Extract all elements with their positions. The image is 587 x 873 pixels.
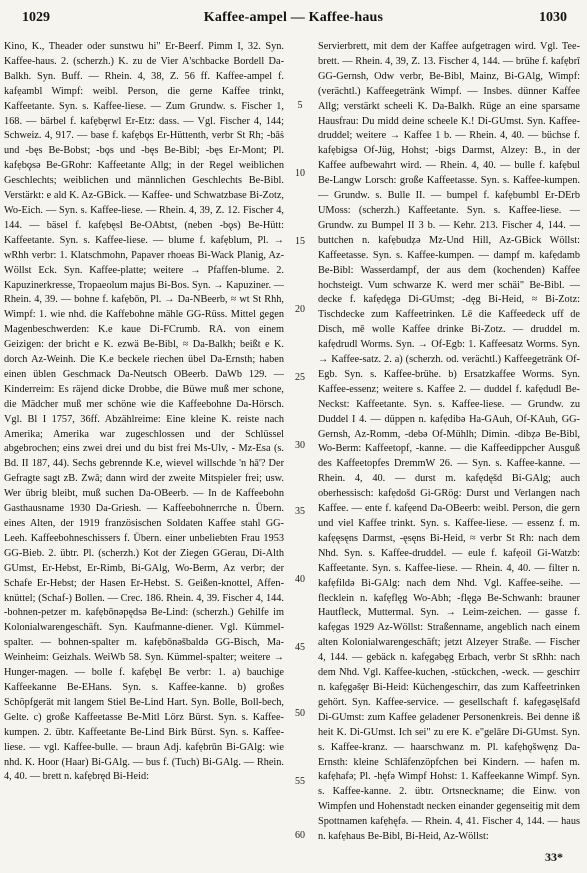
page-number-left: 1029 — [22, 10, 50, 25]
signature-mark: 33* — [545, 850, 563, 864]
line-number: 35 — [295, 506, 305, 517]
left-column-text: Kino, K., Theader oder sunstwu hi" Er-Beerf. Pimm I, 32. Syn. Kaffee-haus. 2. (scherzh.) K. zu de Vier A'schbacke Bordell Da-Balkh. Syn. Buff. — Rhein. 4, 38, Z. 56 ff. Kaffee-ampel f. kafẹambl Wimpf: weibl. Person, die gerne Kaffee trinkt, Kaffeetante. Syn. s. Kaffee-liese. — Zum Grundw. s. Fischer 1, 168. — bärbel f. kafẹbęrwl Er-Etz: dass. — Vgl. Fischer 4, 144; Schweiz. 4, 917. — base f. kafẹbǫs Er-Hüttenth, verbr St Rh; -bāṡ und -bęs Be-Bobst; -bǫs und -bęs Be-Bibl; -bęs Er-Mont; Pl. kafẹbǫsə Be-GRohr: Kaffeetante Allg; in der Regel weiblichen Geschlechts; weiblichen und männlichen Geschlechts Be-Bibl. Verstärkt: e ald K. Az-GBick. — Kaffee- und Schwatzbase Bi-Zotz, Wo-Eich. — Syn. s. Kaffee-liese. — Rhein. 4, 39, Z. 12. Fischer 4, 144. — bäsel f. kafẹbęsl Be-OAbtst, (neben -bǫs) Be-Hütt: Kaffeetante. Syn. s. Kaffee-liese. — blume f. kafẹblum, Pl. → wRhh verbr: 1. Klatschmohn, Papaver rhoeas Bi-Wack Planig, Az-Wöllst Eck. Syn. Kaffee-platte; weitere → Pfaffen-blume. 2. Kapuzinerkresse, Tropaeolum majus Bi-Bos. Syn. → Kapuziner. — Rhein. 4, 39. — bohne f. kafẹbōn, Pl. → Da-NBeerb, ≈ wt St Rhh, Wimpf: 1. wie nhd. die Kaffebohne mähle GG-Rüss. Mittel gegen Magenbeschwerden: K.e kaue Di-FCrumb. RA. von einem Geizigen: der bricht e K. ezwä Be-Bibl, ≈ Da-Balkh; beißt e K. dorch Az-Weinh. Die K.e beckele riechen übel Da-Ernsth; haben einen üblen Geschmack Da-Neutsch OBeerb. DaWb 129. — Kinderreim: Es räjend dicke Drobbe, die Büwe muß mer schone, die Mädcher muß mer schöne wie die Kaffeebohne Da-Hörsch. Vgl. Bl I 1757, 36ff. Abzählreime: Eine kleine K. reiste nach Amerika; Amerika war zugeschlossen und der Schlüssel abgebrochen; eins zwei drei und du bist frei Ms-Ulv, - Mz-Esa (s. Bd. II 187, 44). Sechs gebrennde K.e, wievel willschde 'n hā'? Der Gefragte sagt zB. Zwā; dann wird der zweite Mitspieler frei; usw. Wer übrig bleibt, muß suchen Da-OBeerb. — In de Kaffeebohn Gasthausname 1930 Da-Griesh. — Kaffeebohnerrche n. Übern. eines Alten, der 1919 französischen Soldaten Kaffee stahl GG-Leeh. Kaffeebohneschissers f. Übern. einer unbeliebten Frau 1953 GG-Bieb. 2. übtr. Pl. (scherzh.) Kot der Ziegen GGerau, Di-Alth GUmst, Er-Hebst, Er-Rimb, Bi-GAlg, Wo-Berm, Az verbr; der Schafe Er-Hebst; der Hasen Er-Hebst. S. Geißen-knottel, Affen-knüttel; (Schaf-) Bollen. — Crec. 186. Rhein. 4, 39. Fischer 4, 144. -bohnen-petzer m. kafẹbōnəpędsə Be-Lind: (scherzh.) Gehilfe im Kolonialwarengeschäft. Syn. Kaufmanne-diener. Vgl. Kümmel-spalter. — bohnen-spalter m. kafẹbōnəšbaldə GG-Bisch, Ma-Weinheim: Geizhals. WeiWb 58. Syn. Kümmel-spalter; weitere → Hunger-magen. — bolle f. kafẹbęl Be verbr: 1. a) bauchige Kaffeekanne Be-EHans. Syn. s. Kaffee-kanne. b) großes Schöpfgerät mit langem Stiel Be-Lind Hart. Syn. Bolle, Boll-bech, Gelte. c) große Kaffeetasse Be-Mitl Lörz Bürst. Syn. s. Kaffee-kumpen. 2. übtr. Kaffeetante Be-Lind Birk Bürst. Syn. s. Kaffee-liese. — vgl. Kaffee-bulle. — braun Adj. kafẹbrūn Bi-GAlg: wie nhd. K. Hoor (Haar) Bi-GAlg. — bus f. (Tuch) Bi-GAlg. — Rhein. 4, 40. — brett n. kafẹbręd Bi-Heid: — [4, 41, 284, 783]
line-number: 60 — [295, 830, 305, 841]
line-number: 45 — [295, 642, 305, 653]
page-header — [0, 6, 587, 32]
right-column-text: Servierbrett, mit dem der Kaffee aufgetragen wird. Vgl. Tee-brett. — Rhein. 4, 39, Z. 13. Fischer 4, 144. — brühe f. kafẹbrī GG-Gernsh, Odw verbr, Be-Bibl, Mainz, Bi-GAlg, Wimpf: (verächtl.) Kaffeegetränk Wimpf. — Insbes. dünner Kaffee Allg; verstärkt scheeli K. Da-Balkh. Rüge an eine sparsame Hausfrau: Du midd deine scheele K.! Di-GUmst. Syn. Kaffee-druddel; weitere → Kaffee 1 b. — Rhein. 4, 40. — büchse f. kafẹbigsə Of-Jüg, Hohst; -bigs Darmst, Alzey: B., in der Kaffee aufbewahrt wird. — Rhein. 4, 40. — bulle f. kafẹbul Be-Langw Lorsch: große Kaffeetasse. Syn. s. Kaffee-kumpen. — Grundw. s. Bulle II. — bumpel f. kafẹbumbl Er-DErb UMoss: (scherzh.) Kaffeetante. Syn. s. Kaffee-liese. — Grundw. zu Bumpel II 3 b. — Kehr. 213. Fischer 4, 144. — buttchen n. kafẹbudẓə Mz-Und Hill, Az-GBick Wöllst: Kaffeetasse. Syn. s. Kaffee-kumpen. — dampf m. kafẹdamb Be-Bibl: Wasserdampf, der aus dem (kochenden) Kaffee hochsteigt. Vum schwarze K. werd mer schäi" Be-Bibl. — decke f. kafẹdęgə Di-GUmst; -dęg Bi-Heid, ≈ Bi-Zotz: Tischdecke zum Kaffeetrinken. Lē die Kaffeedeck uff de Disch, mē wolle Kaffee drinke Bi-Zotz. — druddel m. kafẹdrudl Worms. Syn. → Of-Egb: 1. Kaffeesatz Worms. Syn. → Kaffee-satz. 2. a) (scherzh. od. verächtl.) Kaffeegetränk Of-Egb. Syn. s. Kaffee-brühe. b) Ersatzkaffee Worms. Syn. Kaffee-essenz; weitere s. Kaffee 2. — duddel f. kafẹdudl Be-Neckst: Kaffeetante. Syn. s. Kaffee-liese. — Grundw. zu Duddel I 4. — düppen n. kafẹdibə Ha-GAuh, Of-KAuh, GG-Gernsh, Az-Romm, -debə Of-Mühlh; Dimin. -dibẓə Be-Bibl, Wo-Berm: Kaffeetopf, -kanne. — die Kaffeedippcher Ausguß des Kaffeetopfes DremmW 26. — Syn. s. Kaffee-kanne. — Rhein. 4, 40. — durst m. kafẹdęšd Bi-GAlg; auch oberhessisch: kafẹdošd Gi-GRög: Durst und Verlangen nach Kaffee. — ente f. kafẹend Da-OBeerb: weibl. Person, die gern und viel Kaffee trinkt. Syn. s. Kaffee-liese. — essenz f. m. kafẹęsęns Darmst, -ęsęns Bi-Heid, ≈ verbr St Rh: nach dem Nhd. Syn. s. Kaffee-druddel. — eule f. kafẹoil Gi-Watzb: Kaffeetante. Syn. s. Kaffee-liese. — Rhein. 4, 40. — filter n. kafẹfildə Bi-GAlg: nach dem Nhd. Vgl. Kaffee-seihe. — flecklein n. kafẹflęg Wo-Abh; -flęgə Be-Schwanh: brauner Hautfleck, Muttermal. Syn. → Leim-zeichen. — gasse f. kafẹgas 1929 Az-Wöllst: Straßenname, angeblich nach einem alten Kolonialwarengeschäft; jetzt Alzeyer Straße. — Fischer 4, 144. — gebäck n. kafẹgəbęg Erbach, verbr St sRhh: nach dem Nhd. Vgl. Kaffee-kuchen, -stückchen, -weck. — geschirr n. kafẹgəšęr Bi-Heid: Küchengeschirr, das zum Kaffeetrinken gehört. Syn. Kaffee-service. — gesellschaft f. kafẹgəsęlšafd Di-GUmst: zum Kaffee geladener Personenkreis. Bei denne iß heit K. Di-GUmst. Ich sei" zu ere K. e"gelāre Di-GUmst. Syn. s. Kaffee-kranz. — haarschwanz m. Pl. kafẹhǫšwęnẓ Da-Ernsth: kleine Schläfenzöpfchen bei Kindern. — hafen m. kafẹhafə; Pl. -hęfə Wimpf Hohst: 1. Kaffeekanne Wimpf. Syn. s. Kaffee-kanne. 2. übtr. Ortsneckname; die Einw. von Wimpfen und Hohenstadt necken einander gegenseitig mit dem Spottnamen kafẹhęfə. — Rhein. 4, 41. Fischer 4, 144. — haus n. kafẹhaus Be-Bibl, Bi-Heid, Az-Wöllst: — [318, 41, 580, 842]
line-number: 55 — [295, 776, 305, 787]
left-column — [4, 40, 284, 842]
line-number: 15 — [295, 236, 305, 247]
page-number-right: 1030 — [539, 10, 567, 25]
line-number: 50 — [295, 708, 305, 719]
line-number: 20 — [295, 304, 305, 315]
line-number: 40 — [295, 574, 305, 585]
line-number: 10 — [295, 168, 305, 179]
page-running-title: Kaffee-ampel — Kaffee-haus — [203, 10, 384, 25]
line-number: 5 — [297, 100, 303, 111]
line-number: 30 — [295, 440, 305, 451]
line-number: 25 — [295, 372, 305, 383]
right-column — [318, 40, 580, 842]
line-number-gutter — [288, 40, 312, 842]
